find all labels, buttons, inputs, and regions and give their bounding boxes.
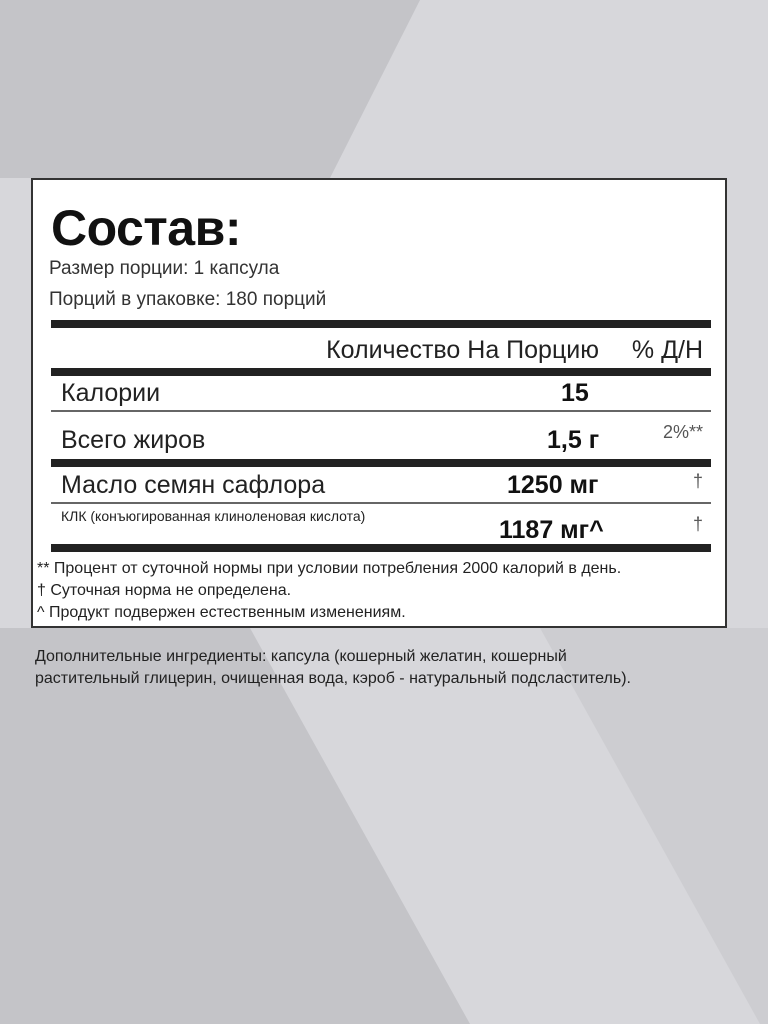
divider-bottom [51, 544, 711, 552]
nutrient-daily-value: 2%** [662, 422, 703, 442]
serving-size: Размер порции: 1 капсула [49, 258, 280, 279]
nutrient-name: Калории [61, 379, 161, 407]
nutrient-amount: 1187 мг^ [499, 516, 604, 544]
page-title: Состав: [51, 200, 241, 256]
nutrient-daily-value: † [692, 471, 703, 491]
row-divider [51, 459, 711, 467]
divider-header [51, 368, 711, 376]
nutrient-name: Всего жиров [61, 426, 206, 454]
header-daily-value: % Д/Н [631, 336, 703, 364]
footnote: ** Процент от суточной нормы при условии потребления 2000 калорий в день. [37, 560, 622, 577]
header-amount: Количество На Порцию [326, 336, 599, 364]
nutrient-amount: 15 [561, 379, 589, 407]
nutrient-amount: 1250 мг [507, 471, 599, 499]
row-divider [51, 502, 711, 504]
nutrient-name: Масло семян сафлора [61, 471, 326, 499]
row-divider [51, 410, 711, 412]
divider-top [51, 320, 711, 328]
additional-ingredients: Дополнительные ингредиенты: капсула (кошерный желатин, кошерный растительный глицерин, очищенная вода, кэроб - натуральный подсластитель). [35, 648, 631, 687]
nutrient-name: КЛК (конъюгированная клиноленовая кислота) [61, 508, 366, 524]
composition-panel [31, 178, 727, 628]
footnote: ^ Продукт подвержен естественным изменениям. [37, 604, 406, 621]
nutrient-amount: 1,5 г [547, 426, 600, 454]
footnote: † Суточная норма не определена. [37, 582, 292, 599]
servings-per-container: Порций в упаковке: 180 порций [49, 289, 327, 310]
nutrient-daily-value: † [692, 514, 703, 534]
